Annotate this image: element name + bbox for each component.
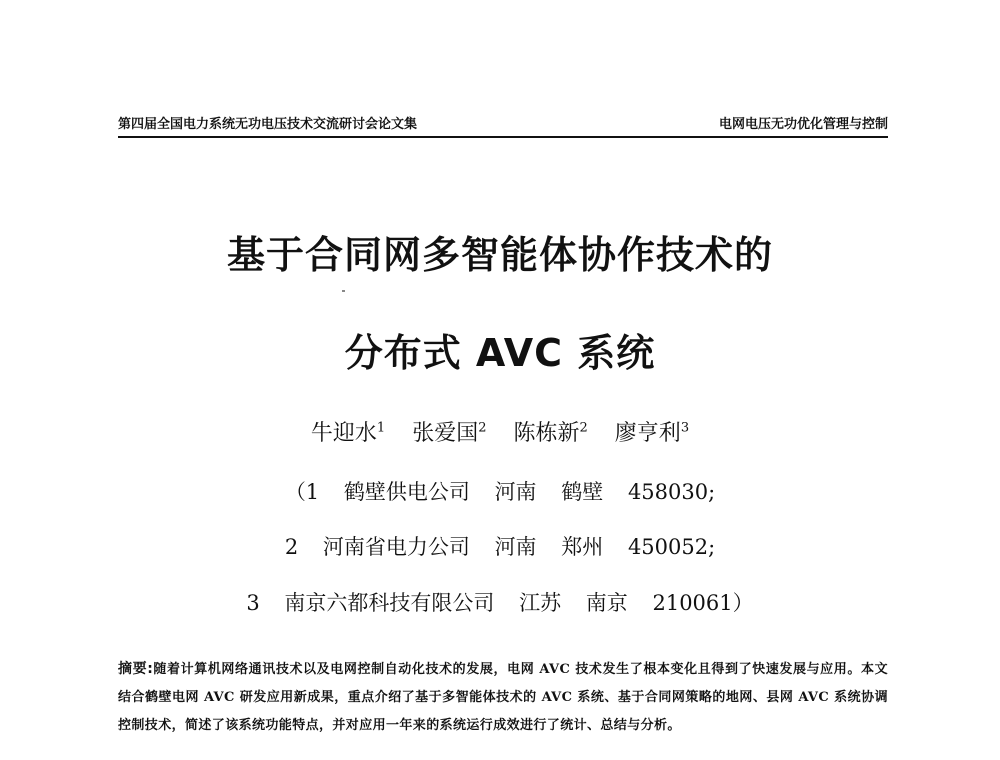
author-name: 廖亨利 (614, 421, 681, 446)
affiliation-number: 2 (284, 535, 299, 559)
affiliation-number: 3 (246, 591, 260, 615)
affiliation-province: 河南 (494, 535, 537, 559)
author-name: 张爱国 (412, 421, 479, 446)
running-header (118, 113, 888, 135)
author-list (0, 416, 1000, 447)
affiliation-city: 郑州 (561, 535, 604, 559)
header-section-title: 电网电压无功优化管理与控制 (718, 117, 888, 132)
affiliation-org: 河南省电力公司 (322, 535, 470, 559)
header-proceedings-title: 第四届全国电力系统无功电压技术交流研讨会论文集 (118, 117, 418, 132)
author-affiliation-mark: 3 (680, 420, 690, 436)
author-name: 牛迎水 (310, 421, 377, 446)
affiliation-province: 河南 (494, 480, 537, 504)
affiliation-1 (0, 476, 1000, 506)
author (615, 421, 689, 446)
affiliation-province: 江苏 (519, 591, 562, 615)
affiliation-postcode: 458030; (627, 480, 716, 504)
abstract (118, 655, 888, 740)
author (412, 421, 486, 446)
affiliation-org: 鹤壁供电公司 (343, 480, 470, 504)
author-affiliation-mark: 1 (376, 420, 386, 436)
affiliation-city: 鹤壁 (561, 480, 604, 504)
affiliation-3 (0, 587, 1000, 617)
paper-title-line-2: 分布式 AVC 系统 (344, 331, 656, 375)
header-rule (118, 136, 888, 138)
affiliation-org: 南京六都科技有限公司 (284, 591, 495, 615)
affiliation-postcode: 450052; (627, 535, 716, 559)
author-affiliation-mark: 2 (478, 420, 487, 436)
author (311, 421, 385, 446)
affiliation-number: （1 (284, 480, 320, 504)
author-name: 陈栋新 (513, 421, 580, 446)
abstract-text: 随着计算机网络通讯技术以及电网控制自动化技术的发展，电网 AVC 技术发生了根本变化且得到了快速发展与应用。本文结合鹤壁电网 AVC 研发应用新成果，重点介绍了基于多智能体技术的 AVC 系统、基于合同网策略的地网、县网 AVC 系统协调控制技术，简述了该系统功能特点，并对应用一年来的系统运行成效进行了统计、总结与分析。 (118, 662, 888, 733)
abstract-label: 摘要: (118, 661, 154, 677)
paper-title-line-1: 基于合同网多智能体协作技术的 (226, 233, 773, 277)
author-affiliation-mark: 2 (579, 420, 588, 436)
affiliation-2 (0, 531, 1000, 561)
scan-speck (342, 290, 345, 292)
affiliation-postcode: 210061） (652, 591, 754, 615)
affiliation-city: 南京 (585, 591, 628, 615)
author (514, 421, 588, 446)
